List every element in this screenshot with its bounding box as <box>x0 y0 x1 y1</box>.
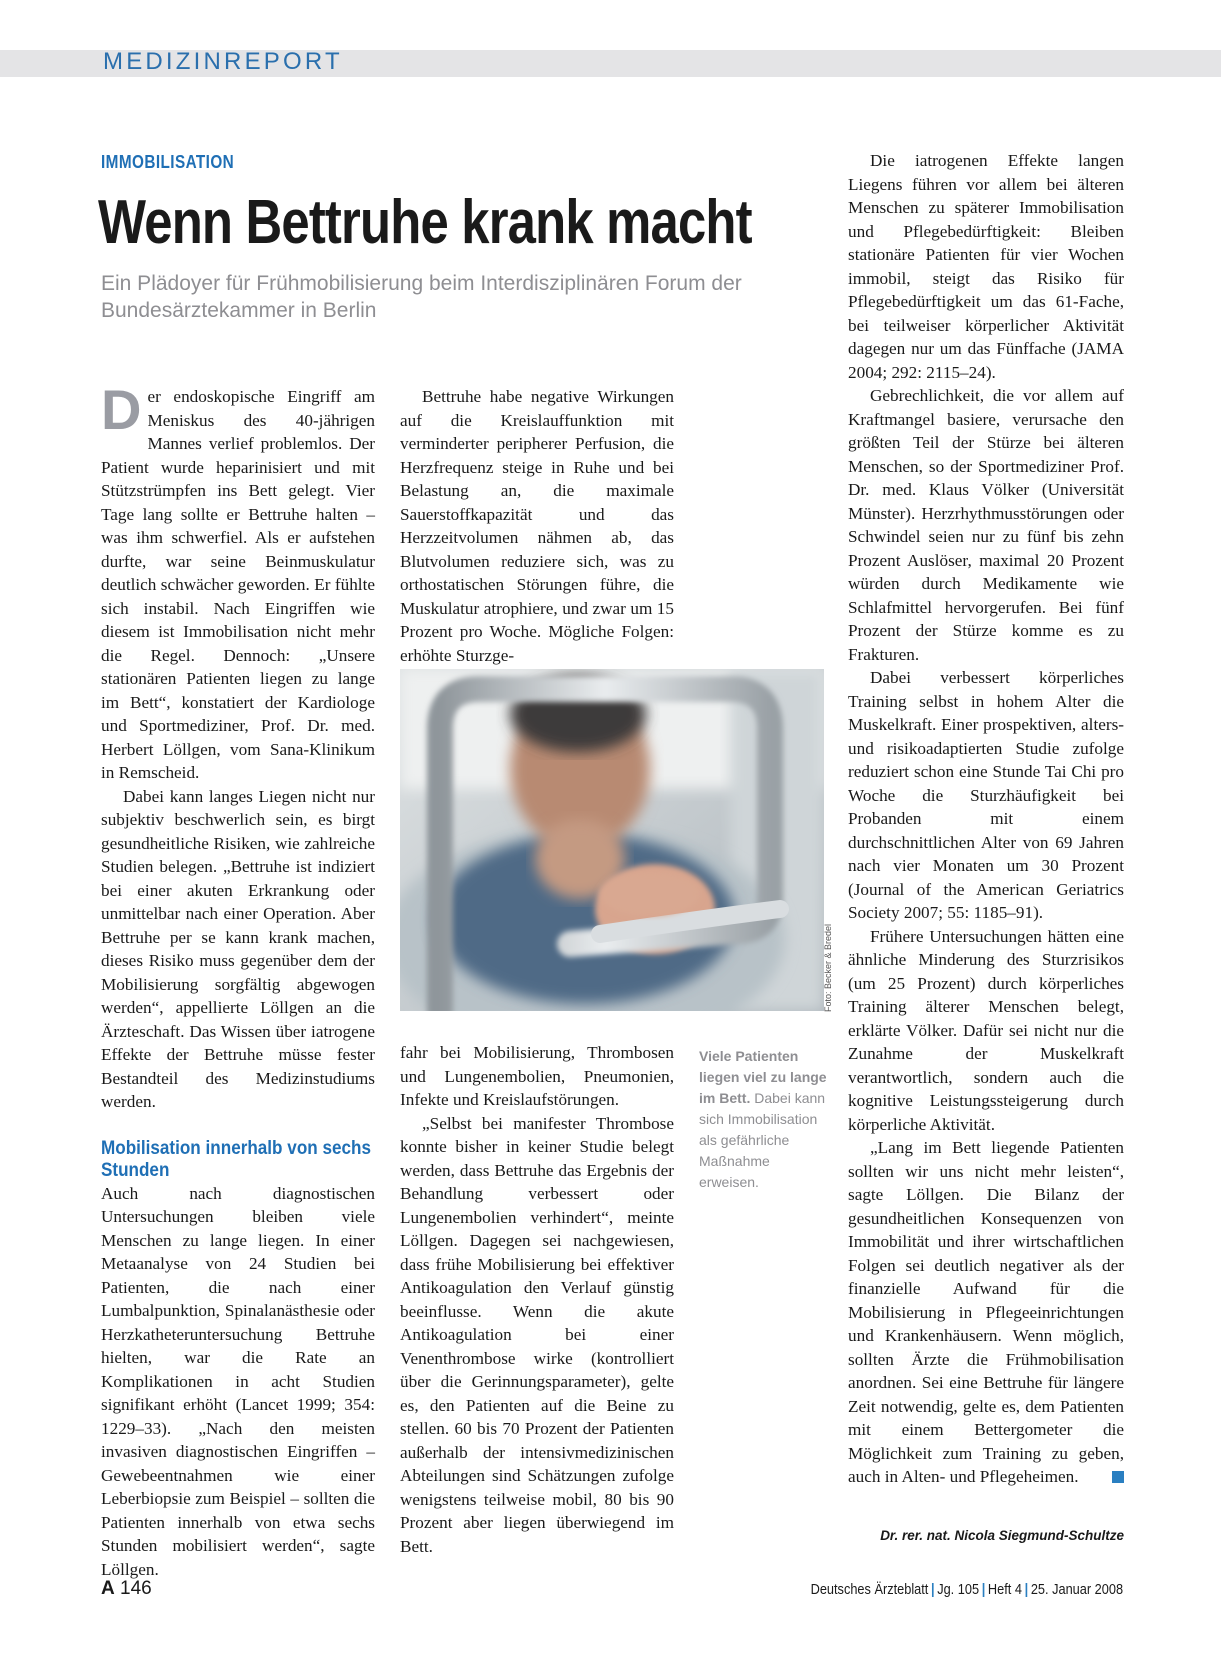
paragraph: Auch nach diagnostischen Untersuchungen bleiben viele Menschen zu lange liegen. In einer Metaanalyse von 24 Studien bei Patienten, die nach einer Lumbalpunktion, Spinalanästhesie oder Herzkatheteruntersuchung Bettruhe hielten, war die Rate an Komplikationen in acht Studien signifikant erhöht (Lancet 1999; 354: 1229–33). „Nach den meisten invasiven diagnostischen Eingriffen – Gewebeentnahmen wie einer Leberbiopsie zum Beispiel – sollten die Patienten innerhalb von etwa sechs Stunden mobilisiert werden“, sagte Löllgen. <box>101 1183 375 1579</box>
page-number-value: 146 <box>120 1578 152 1599</box>
article-subtitle: Ein Plädoyer für Frühmobilisierung beim Interdisziplinären Forum der Bundesärztekammer in Berlin <box>101 272 742 322</box>
text-column-1 <box>101 378 375 1581</box>
section-subheading: Mobilisation innerhalb von sechs Stunden <box>101 1137 371 1181</box>
article-kicker: IMMOBILISATION <box>101 152 235 172</box>
patient-photo <box>400 669 824 1011</box>
text-column-2-top <box>400 385 674 667</box>
page-number <box>101 1578 152 1600</box>
photo-caption <box>699 1046 829 1193</box>
paragraph: „Lang im Bett liegende Patienten sollten wir uns nicht mehr leisten“, sagte Löllgen. Die Bilanz der gesundheitlichen Konsequenzen von Immobilität und ihrer wirtschaftlichen Folgen sei deutlich negativer als der finanzielle Aufwand für die Mobilisierung in Pflegeeinrichtungen und Krankenhäusern. Wenn möglich, sollten Ärzte die Frühmobilisation anordnen. Sei eine Bettruhe für längere Zeit notwendig, gelte es, dem Patienten mit einem Bettergometer die Möglichkeit zum Training zu geben, auch in Alten- und Pflegeheimen. <box>848 1138 1124 1486</box>
caption-text: Dabei kann sich Immobilisation als gefährliche Maßnahme erweisen. <box>699 1090 826 1190</box>
text-column-2-bottom <box>400 1041 674 1558</box>
paragraph: Die iatrogenen Effekte langen Liegens führen vor allem bei älteren Menschen zu späterer Immobilisation und Pflegebedürftigkeit: Bleiben stationäre Patienten für vier Wochen immobil, steigt das Risiko für Pflegebedürftigkeit um das 61-Fache, bei teilweiser körperlicher Aktivität dagegen nur um das Fünffache (JAMA 2004; 292: 2115–24). <box>848 151 1124 382</box>
paragraph: „Selbst bei manifester Thrombose konnte bisher in keiner Studie belegt werden, dass Bettruhe das Ergebnis der Behandlung verbessert oder Lungenembolien verhindert“, meinte Löllgen. Dagegen sei nachgewiesen, dass frühe Mobilisierung bei effektiver Antikoagulation den Verlauf günstig beeinflusse. Wenn die akute Antikoagulation bei einer Venenthrombose wirke (kontrolliert über die Gerinnungsparameter), gelte es, den Patienten auf die Beine zu stellen. 60 bis 70 Prozent der Patienten außerhalb der intensivmedizinischen Abteilungen sind Schätzungen zufolge wenigstens teilweise mobil, 80 bis 90 Prozent aber liegen überwiegend im Bett. <box>400 1113 674 1556</box>
end-mark-icon <box>1112 1471 1124 1483</box>
caption-lead: Viele Patienten liegen viel zu lange im Bett. <box>699 1048 827 1106</box>
section-label: MEDIZINREPORT <box>103 48 343 75</box>
journal-name: Deutsches Ärzteblatt <box>810 1582 929 1598</box>
paragraph: Gebrechlichkeit, die vor allem auf Kraftmangel basiere, verursache den größten Teil der Stürze bei älteren Menschen, so der Sportmediziner Prof. Dr. med. Klaus Völker (Universität Münster). Herzrhythmusstörungen oder Schwindel seien nur zu fünf bis zehn Prozent Auslöser, maximal 20 Prozent würden durch Medikamente wie Schlafmittel hervorgerufen. Bei fünf Prozent der Stürze komme es zu Frakturen. <box>848 386 1124 664</box>
journal-footer: Deutsches Ärzteblatt | Jg. 105 | Heft 4 | 25. Januar 2008 <box>810 1582 1123 1598</box>
photo-credit: Foto: Becker & Bredel <box>823 923 833 1012</box>
page-prefix: A <box>101 1578 115 1599</box>
author-byline: Dr. rer. nat. Nicola Siegmund-Schultze <box>880 1528 1124 1543</box>
patient-in-bed-image <box>400 669 824 1011</box>
article-title: Wenn Bettruhe krank macht <box>98 188 752 257</box>
paragraph: fahr bei Mobilisierung, Thrombosen und Lungenembolien, Pneumonien, Infekte und Kreislaufstörungen. <box>400 1043 674 1109</box>
drop-cap: D <box>101 378 142 441</box>
paragraph: Dabei verbessert körperliches Training selbst in hohem Alter die Muskelkraft. Einer prospektiven, alters- und risikoadaptierten Studie zufolge reduziert schon eine Stunde Tai Chi pro Woche die Sturzhäufigkeit bei Probanden mit einem durchschnittlichen Alter von 69 Jahren nach vier Monaten um 30 Prozent (Journal of the American Geriatrics Society 2007; 55: 1185–91). <box>848 668 1124 922</box>
journal-date: 25. Januar 2008 <box>1030 1582 1123 1598</box>
journal-issue: Heft 4 <box>987 1582 1022 1598</box>
paragraph: Frühere Untersuchungen hätten eine ähnliche Minderung des Sturzrisikos (um 25 Prozent) durch körperliches Training älterer Menschen belegt, erklärte Völker. Dafür sei nicht nur die Zunahme der Muskelkraft verantwortlich, sondern auch die kognitive Leistungssteigerung durch körperliche Aktivität. <box>848 926 1124 1134</box>
paragraph: Der endoskopische Eingriff am Meniskus des 40-jährigen Mannes verlief problemlos. Der Patient wurde heparinisiert und mit Stützstrümpfen ins Bett gelegt. Vier Tage lang sollte er Bettruhe halten – was ihm schwerfiel. Als er aufstehen durfte, war seine Beinmuskulatur deutlich schwächer geworden. Er fühlte sich instabil. Nach Eingriffen wie diesem ist Immobilisation nicht mehr die Regel. Dennoch: „Unsere stationären Patienten liegen zu lange im Bett“, konstatiert der Kardiologe und Sportmediziner, Prof. Dr. med. Herbert Löllgen, vom Sana-Klinikum in Remscheid. <box>101 378 375 782</box>
journal-volume: Jg. 105 <box>937 1582 980 1598</box>
paragraph: Bettruhe habe negative Wirkungen auf die Kreislauffunktion mit verminderter peripherer Perfusion, die Herzfrequenz steige in Ruhe und bei Belastung an, die maximale Sauerstoffkapazität und das Herzzeitvolumen nähmen ab, das Blutvolumen reduziere sich, was zu orthostatischen Störungen führe, die Muskulatur atrophiere, und zwar um 15 Prozent pro Woche. Mögliche Folgen: erhöhte Sturzge- <box>400 387 674 665</box>
paragraph: Dabei kann langes Liegen nicht nur subjektiv beschwerlich sein, es birgt gesundheitliche Risiken, wie zahlreiche Studien belegen. „Bettruhe ist indiziert bei einer akuten Erkrankung oder unmittelbar nach einer Operation. Aber Bettruhe per se kann krank machen, dieses Risiko muss gegenüber dem der Mobilisierung sorgfältig abgewogen werden“, appellierte Löllgen an die Ärzteschaft. Das Wissen über iatrogene Effekte der Bettruhe müsse fester Bestandteil des Medizinstudiums werden. <box>101 786 375 1111</box>
text-column-3 <box>848 149 1124 1489</box>
